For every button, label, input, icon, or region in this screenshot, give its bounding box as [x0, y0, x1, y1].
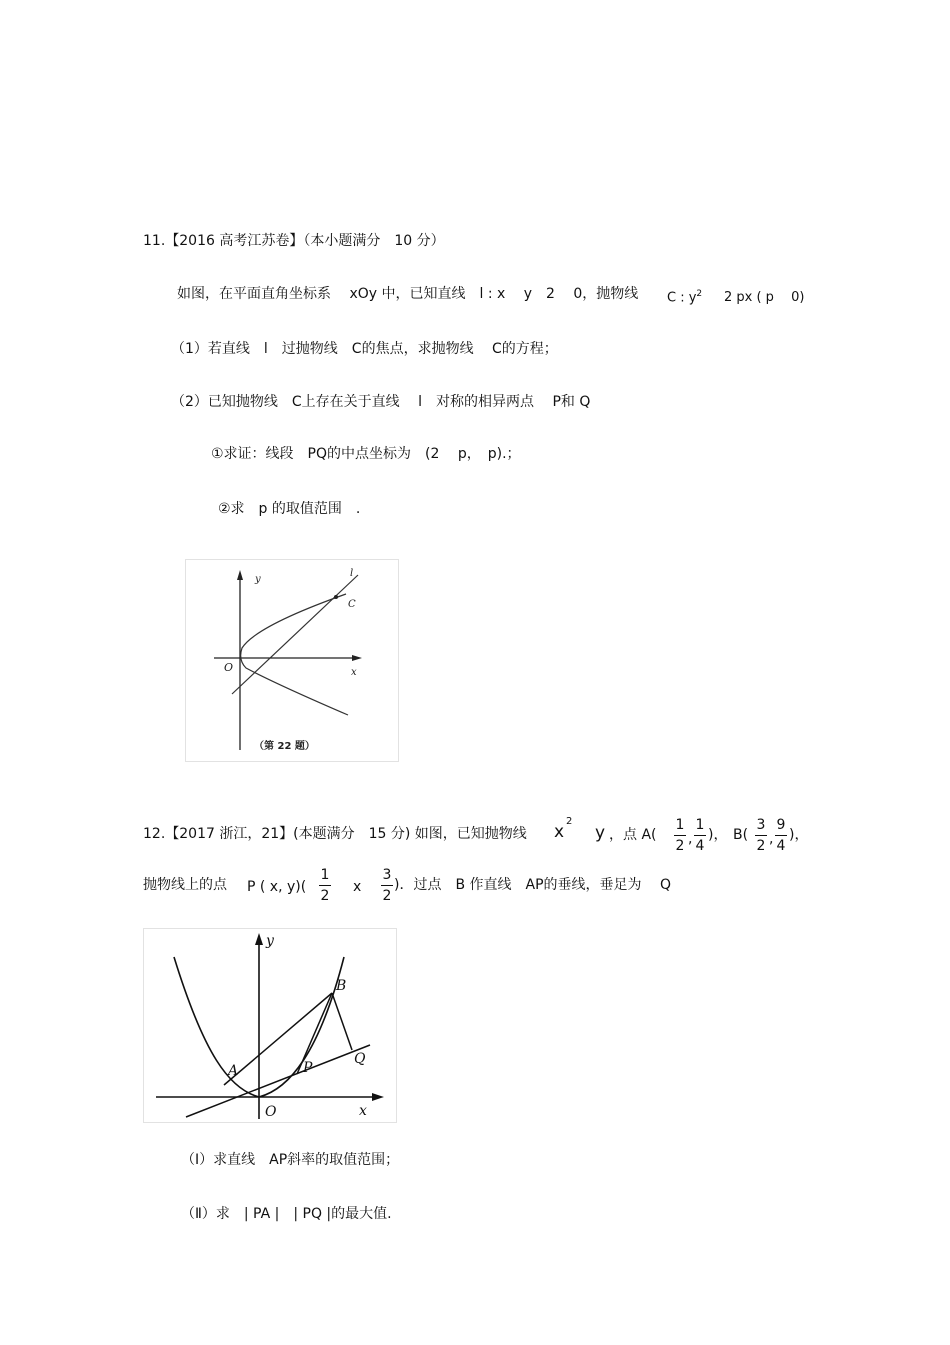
q12-range-frac2: [381, 868, 393, 903]
q11-part1: （1）若直线 l 过抛物线 C的焦点，求抛物线 C的方程；: [171, 341, 558, 357]
q11-curve-rhs: 2 px ( p 0): [724, 290, 805, 305]
q12-range-den1: 2: [320, 888, 330, 904]
q12-range-den2: 2: [382, 888, 392, 904]
q12-figure-svg: [144, 929, 396, 1122]
q12-a-comma: ,: [688, 831, 693, 847]
q11-label-l: l: [350, 568, 354, 579]
q12-figure: [143, 928, 397, 1123]
q12-b-close: )，: [789, 827, 809, 843]
q11-sub2: ②求 p 的取值范围 .: [218, 501, 361, 517]
q11-curve-c-lhs: C : y: [667, 290, 697, 306]
q12-a-y-num: 1: [695, 817, 705, 833]
q11-caption: （第 22 题）: [254, 741, 315, 752]
q12-range-num2: 3: [382, 867, 392, 883]
q12-x2-base: x: [554, 822, 565, 842]
q12-range-num1: 1: [320, 867, 330, 883]
q11-label-x: x: [351, 667, 357, 678]
q12-point-b: B(: [733, 827, 749, 843]
q12-b-y-num: 9: [776, 817, 786, 833]
q12-label-p: P: [303, 1060, 313, 1076]
q12-a-x-frac: [674, 818, 686, 853]
q11-y-arrow: [237, 570, 243, 580]
q12-line2-b: )．过点 B 作直线 AP的垂线，垂足为 Q: [394, 877, 672, 893]
q12-b-x-frac: [755, 818, 767, 853]
q11-sub1: ①求证：线段 PQ的中点坐标为 (2 p， p).；: [211, 446, 521, 462]
q12-x2-exp: 2: [566, 816, 573, 827]
q11-intro: 如图，在平面直角坐标系 xOy 中，已知直线 l : x y 2 0，抛物线: [177, 286, 639, 302]
q11-parabola: [241, 594, 348, 715]
q12-p-point: P ( x, y)(: [247, 879, 307, 895]
q12-label-x: x: [359, 1103, 367, 1119]
q12-b-y-den: 4: [776, 838, 786, 854]
q12-label-b: B: [336, 978, 347, 994]
q12-label-q: Q: [354, 1051, 366, 1067]
q11-x-arrow: [352, 655, 362, 661]
q12-y-arrow: [255, 933, 263, 945]
q11-line-l: [232, 575, 358, 694]
q12-label-o: O: [265, 1104, 277, 1120]
q12-line2-a: 抛物线上的点: [143, 877, 227, 893]
q12-range-x: x: [353, 879, 362, 895]
q11-curve-exp: 2: [696, 289, 703, 299]
q11-figure: [185, 559, 399, 762]
q12-b-comma: ,: [769, 831, 774, 847]
q12-x2: [554, 824, 564, 841]
q12-eq-y: y: [595, 823, 606, 843]
q12-b-x-num: 3: [756, 817, 766, 833]
q11-label-y: y: [255, 574, 261, 585]
q12-a-close: )，: [708, 827, 728, 843]
q12-header: 12.【2017 浙江，21】(本题满分 15 分) 如图，已知抛物线: [143, 826, 527, 842]
q11-figure-svg: [186, 560, 398, 761]
q11-curve-c: [667, 290, 702, 304]
q12-line-bq: [332, 993, 352, 1050]
q11-part2: （2）已知抛物线 C上存在关于直线 l 对称的相异两点 P和 Q: [171, 394, 591, 410]
q12-range-frac1: [319, 868, 331, 903]
q12-a-y-frac: [694, 818, 706, 853]
q11-label-o: O: [224, 661, 234, 674]
q12-x-arrow: [372, 1093, 384, 1101]
q11-label-c: C: [348, 599, 356, 610]
q11-header: 11.【2016 高考江苏卷】（本小题满分 10 分）: [143, 233, 445, 249]
q12-point-a: ，点 A(: [609, 827, 657, 843]
q12-a-x-num: 1: [675, 817, 685, 833]
q12-part1: （Ⅰ）求直线 AP斜率的取值范围；: [181, 1152, 400, 1168]
q12-part2: （Ⅱ）求 | PA | | PQ |的最大值.: [181, 1206, 392, 1222]
q12-a-y-den: 4: [695, 838, 705, 854]
q12-a-x-den: 2: [675, 838, 685, 854]
q12-b-x-den: 2: [756, 838, 766, 854]
q12-label-a: A: [228, 1063, 239, 1079]
q12-b-y-frac: [775, 818, 787, 853]
q11-point-c: [334, 595, 338, 599]
q12-label-y: y: [266, 933, 274, 949]
